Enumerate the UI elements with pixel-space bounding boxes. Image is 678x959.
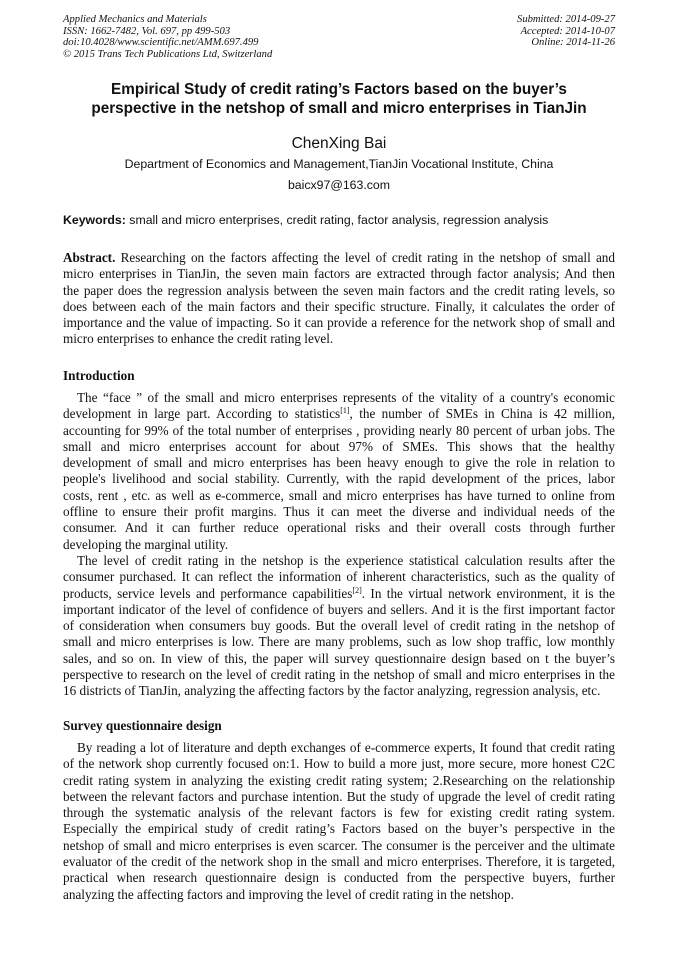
title-line: perspective in the netshop of small and micro enterprises in TianJin — [91, 100, 587, 117]
text-line: consumer. And it can further reduce operational risks and their overall costs through further — [63, 520, 615, 536]
text-line: does between each of the main factors and their specific structure. Finally, it calculates the order of — [63, 298, 615, 314]
text-segment: Researching on the factors affecting the level of credit rating in the netshop of small and — [115, 250, 615, 265]
copyright: © 2015 Trans Tech Publications Ltd, Switzerland — [63, 49, 273, 61]
accepted-date: Accepted: 2014-10-07 — [520, 25, 615, 37]
text-line: development of small and micro enterprises has been heavy enough to give the role in relation to — [63, 455, 615, 471]
text-line: Especially the empirical study of credit rating’s Factors based on the buyer’s perspective in the — [63, 821, 615, 837]
text-line: developing the marginal utility. — [63, 536, 229, 552]
text-line: micro enterprises in TianJin, the seven main factors are extracted through factor analysis; And then — [63, 266, 615, 282]
text-line: between the relevant factors and purchase intention. But the study of upgrade the level of credit rating — [63, 788, 615, 804]
text-line: credit rating system in analyzing the existing credit rating system; 2.Researching on the relationship — [63, 772, 615, 788]
text-line: of consideration when consumers buy goods. But the overall level of credit rating in the netshop of — [63, 618, 615, 634]
intro-paragraph-1 — [63, 390, 615, 553]
online-date: Online: 2014-11-26 — [531, 37, 615, 49]
text-line: perspective to research on the level of credit rating in the netshop of small and micro enterprises in the — [63, 667, 615, 683]
text-line: offline to ensure their profit margins. Thus it can meet the diverse and individual needs of the — [63, 504, 615, 520]
keywords-text: small and micro enterprises, credit rating, factor analysis, regression analysis — [129, 213, 549, 227]
text-line: micro enterprises to enhance the credit rating level. — [63, 331, 334, 347]
text-segment: , the number of SMEs in China is 42 million, — [349, 406, 615, 422]
citation-ref: [2] — [352, 585, 362, 595]
text-line: accounting for 99% of the total number of enterprises , providing nearly 80 percent of urban jobs. The — [63, 422, 615, 438]
text-segment: . In the virtual network environment, it is the — [361, 585, 615, 601]
issn: ISSN: 1662-7482, Vol. 697, pp 499-503 — [63, 25, 231, 37]
author-email: baicx97@163.com — [287, 178, 391, 192]
text-line — [63, 586, 615, 602]
section-heading-introduction: Introduction — [63, 368, 135, 383]
text-line: The level of credit rating in the netshop is the experience statistical calculation results after the — [77, 553, 615, 568]
text-line — [63, 250, 615, 266]
journal-name: Applied Mechanics and Materials — [63, 14, 207, 25]
doi: doi:10.4028/www.scientific.net/AMM.697.499 — [63, 37, 259, 49]
keywords-label: Keywords: — [63, 213, 126, 227]
submitted-date: Submitted: 2014-09-27 — [517, 14, 615, 25]
abstract-label: Abstract. — [63, 250, 116, 265]
title-line: Empirical Study of credit rating’s Factors based on the buyer’s — [111, 81, 567, 98]
text-line: The “face ” of the small and micro enterprises represents of the vitality of a country's economic — [77, 390, 615, 405]
text-line: netshop of small and micro enterprises is even scarcer. The consumer is the perceiver and the ultimate — [63, 837, 615, 853]
text-line: small and micro enterprises is low. There are many problems, such as low shop traffic, low monthly — [63, 634, 615, 650]
journal-info — [63, 14, 272, 61]
text-line: analyzing the affecting factors and improving the level of credit rating in the netshop. — [63, 886, 514, 902]
text-line: people's livelihood and social stability. Currently, with the rapid development of the prices, labor — [63, 471, 615, 487]
text-line: of the network shop currently focused on:1. How to build a more just, more secure, more honest C2C — [63, 756, 615, 772]
text-line: costs, rent , etc. as well as e-commerce, small and micro enterprises has have turned to online from — [63, 487, 615, 503]
text-line: consumer purchased. It can reflect the information of inherent characteristics, such as the quality of — [63, 569, 615, 585]
text-line: through the systematic analysis of the relevant factors is few for existing credit rating system. — [63, 805, 615, 821]
text-line — [63, 406, 615, 422]
paper-title — [40, 80, 638, 118]
abstract — [63, 250, 615, 348]
text-line: evaluator of the credit of the network shop in the small and micro enterprises. Therefore, it is targeted, — [63, 854, 615, 870]
citation-ref: [1] — [340, 406, 350, 416]
text-segment: products, service levels and performance capabilities — [63, 585, 353, 601]
text-line: importance and the value of impacting. So it can provide a reference for the network shop of small and — [63, 315, 615, 331]
text-line: 16 districts of TianJin, analyzing the affecting factors by the factor analyzing, regression analysis, etc. — [63, 683, 601, 699]
text-line: the paper does the regression analysis between the seven main factors and the credit rating levels, so — [63, 282, 615, 298]
intro-paragraph-2 — [63, 553, 615, 700]
survey-paragraph-1 — [63, 740, 615, 903]
author-name: ChenXing Bai — [291, 135, 387, 152]
text-line: small and micro enterprises account for about 97% of SMEs. This shows that the healthy — [63, 438, 615, 454]
publication-dates — [517, 14, 615, 49]
section-heading-survey: Survey questionnaire design — [63, 718, 222, 733]
text-line: practical when research questionnaire design is conducted from the perspective buyers, further — [63, 870, 615, 886]
text-line: By reading a lot of literature and depth exchanges of e-commerce experts, It found that credit rating — [77, 740, 615, 755]
text-line: important indicator of the level of confidence of buyers and sellers. And it is the first important factor — [63, 601, 615, 617]
text-segment: development in large part. According to statistics — [63, 406, 341, 422]
text-line: sales, and so on. In view of this, the paper will survey questionnaire design based on t the buyer’s — [63, 650, 615, 666]
keywords — [63, 213, 548, 227]
affiliation: Department of Economics and Management,TianJin Vocational Institute, China — [124, 157, 554, 171]
